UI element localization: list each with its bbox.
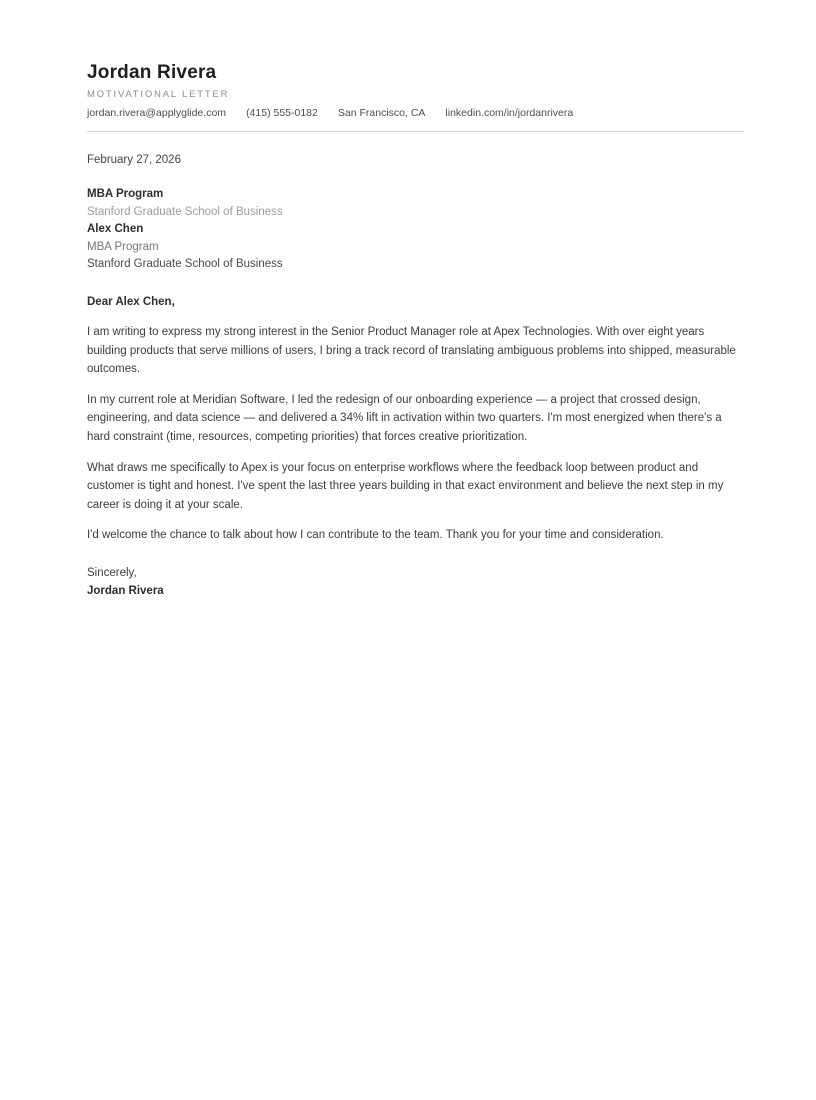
contact-email: jordan.rivera@applyglide.com — [87, 107, 227, 119]
contact-row — [87, 107, 744, 119]
salutation: Dear Alex Chen, — [87, 295, 175, 308]
paragraph-intro: I am writing to express my strong interest in the Senior Product Manager role at Apex Technologies. With over eight years building products that serve millions of users, I bring a track record of translating ambiguous problems into shipped, measurable outcomes. — [87, 326, 736, 376]
recipient-program: MBA Program — [87, 188, 164, 200]
letter-header — [87, 63, 744, 132]
recipient-contact-program: MBA Program — [87, 240, 159, 253]
document-type-label: MOTIVATIONAL LETTER — [87, 89, 230, 100]
closing-block — [87, 564, 744, 601]
signature-name: Jordan Rivera — [87, 585, 164, 598]
page-title: Jordan Rivera — [87, 62, 217, 83]
contact-linkedin: linkedin.com/in/jordanrivera — [445, 107, 574, 119]
paragraph-current-role: In my current role at Meridian Software, I led the redesign of our onboarding experience — a project that crossed design, engineering, and data science — and delivered a 34% lift in activation within two quarters. I'm most energized when there's a hard constraint (time, resources, competing priorities) that forces creative prioritization. — [87, 393, 722, 443]
paragraph-call-to-action: I'd welcome the chance to talk about how I can contribute to the team. Thank you for your time and consideration. — [87, 529, 664, 542]
paragraph-motivation: What draws me specifically to Apex is your focus on enterprise workflows where the feedback loop between product and customer is tight and honest. I've spent the last three years building in that exact environment and believe the next step in my career is doing it at your scale. — [87, 461, 724, 511]
recipient-contact-name: Alex Chen — [87, 223, 144, 235]
letter-body — [87, 154, 744, 601]
contact-phone: (415) 555-0182 — [246, 107, 318, 119]
contact-location: San Francisco, CA — [337, 107, 426, 119]
recipient-school: Stanford Graduate School of Business — [87, 205, 283, 218]
recipient-block — [87, 186, 744, 274]
header-divider — [87, 131, 744, 132]
closing-salutation: Sincerely, — [87, 566, 137, 579]
letter-date: February 27, 2026 — [87, 154, 181, 166]
recipient-contact-school: Stanford Graduate School of Business — [87, 258, 283, 270]
